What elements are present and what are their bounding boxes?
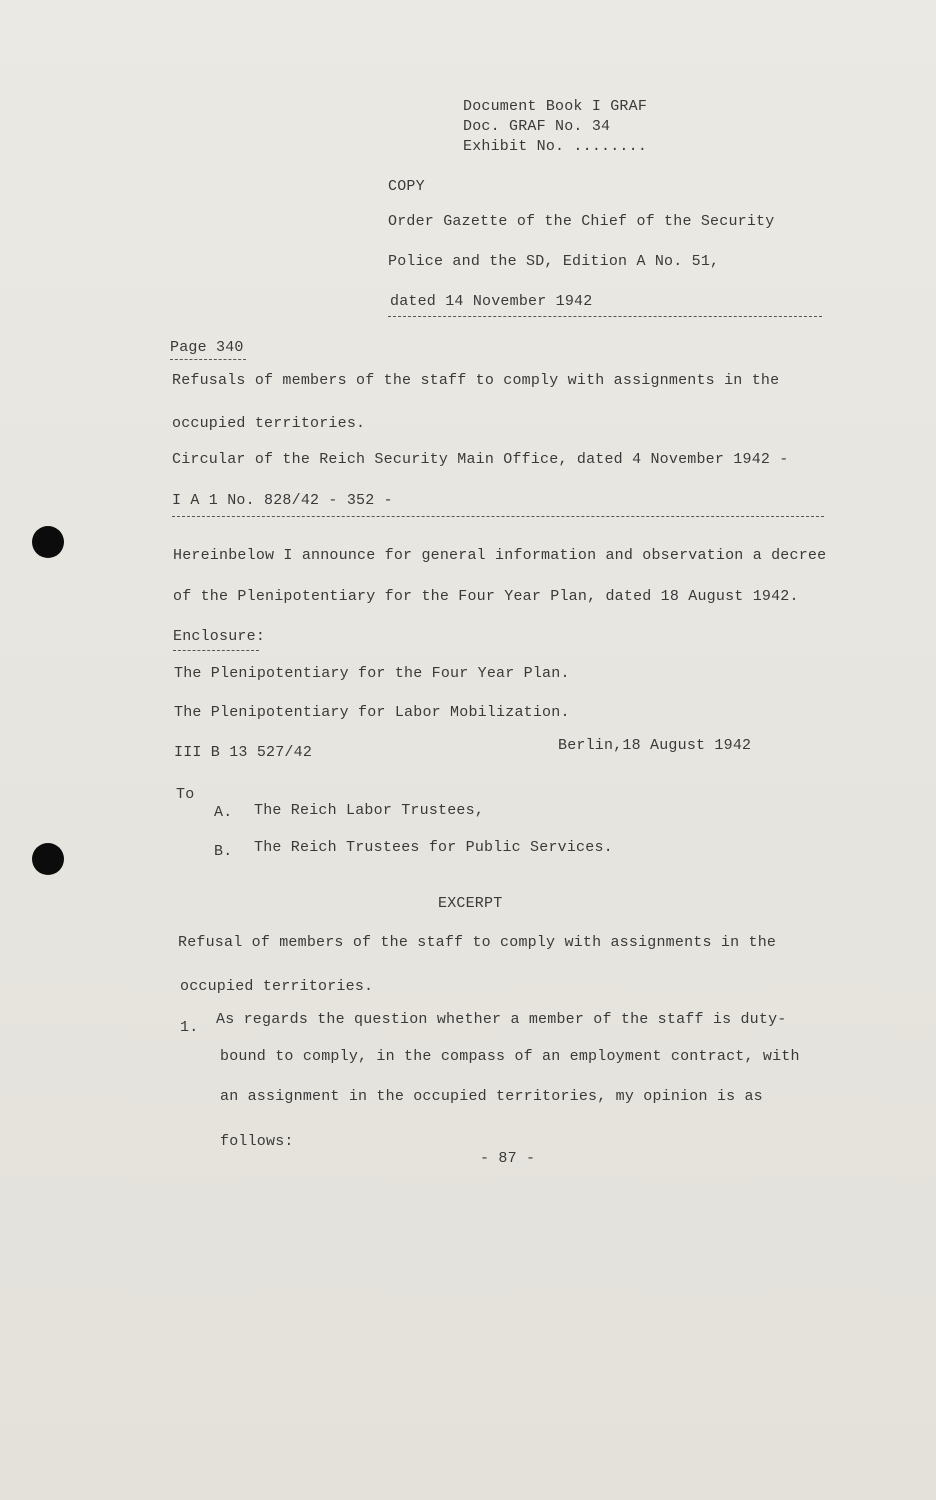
punch-hole-lower: [32, 843, 64, 875]
title-line-3: dated 14 November 1942: [390, 293, 593, 310]
point-1-line-2: bound to comply, in the compass of an employment contract, with: [220, 1048, 800, 1065]
enclosure-underline: [173, 650, 259, 651]
copy-label: COPY: [388, 178, 425, 195]
to-label: To: [176, 786, 195, 803]
recipient-b-text: The Reich Trustees for Public Services.: [254, 839, 613, 856]
doc-book-line: Document Book I GRAF: [463, 98, 648, 115]
issuer-line-2: The Plenipotentiary for Labor Mobilization.: [174, 704, 570, 721]
page-number: - 87 -: [480, 1150, 536, 1167]
point-1-line-4: follows:: [220, 1133, 294, 1150]
point-1-number: 1.: [180, 1019, 199, 1036]
recipient-a-letter: A.: [214, 804, 233, 821]
excerpt-subject-line-2: occupied territories.: [180, 978, 374, 995]
point-1-line-3: an assignment in the occupied territories, my opinion is as: [220, 1088, 763, 1105]
page-reference-underline: [170, 359, 246, 360]
enclosure-label: Enclosure:: [173, 628, 266, 645]
excerpt-subject-line-1: Refusal of members of the staff to comply with assignments in the: [178, 934, 777, 951]
place-date: Berlin,18 August 1942: [558, 737, 752, 754]
subject-line-2: occupied territories.: [172, 415, 366, 432]
circular-line-2: I A 1 No. 828/42 - 352 -: [172, 492, 393, 509]
subject-line-1: Refusals of members of the staff to comply with assignments in the: [172, 372, 780, 389]
exhibit-line: Exhibit No. ........: [463, 138, 648, 155]
recipient-b-letter: B.: [214, 843, 233, 860]
reference-number: III B 13 527/42: [174, 744, 313, 761]
point-1-line-1: As regards the question whether a member of the staff is duty-: [216, 1011, 787, 1028]
circular-line-1: Circular of the Reich Security Main Office, dated 4 November 1942 -: [172, 451, 789, 468]
title-line-2: Police and the SD, Edition A No. 51,: [388, 253, 720, 270]
intro-line-1: Hereinbelow I announce for general information and observation a decree: [173, 547, 827, 564]
excerpt-heading: EXCERPT: [438, 895, 503, 912]
punch-hole-upper: [32, 526, 64, 558]
page-reference: Page 340: [170, 339, 244, 356]
title-line-1: Order Gazette of the Chief of the Security: [388, 213, 775, 230]
issuer-line-1: The Plenipotentiary for the Four Year Plan.: [174, 665, 570, 682]
title-rule: [388, 316, 822, 317]
doc-number-line: Doc. GRAF No. 34: [463, 118, 611, 135]
recipient-a-text: The Reich Labor Trustees,: [254, 802, 485, 819]
circular-rule: [172, 516, 824, 517]
intro-line-2: of the Plenipotentiary for the Four Year Plan, dated 18 August 1942.: [173, 588, 799, 605]
